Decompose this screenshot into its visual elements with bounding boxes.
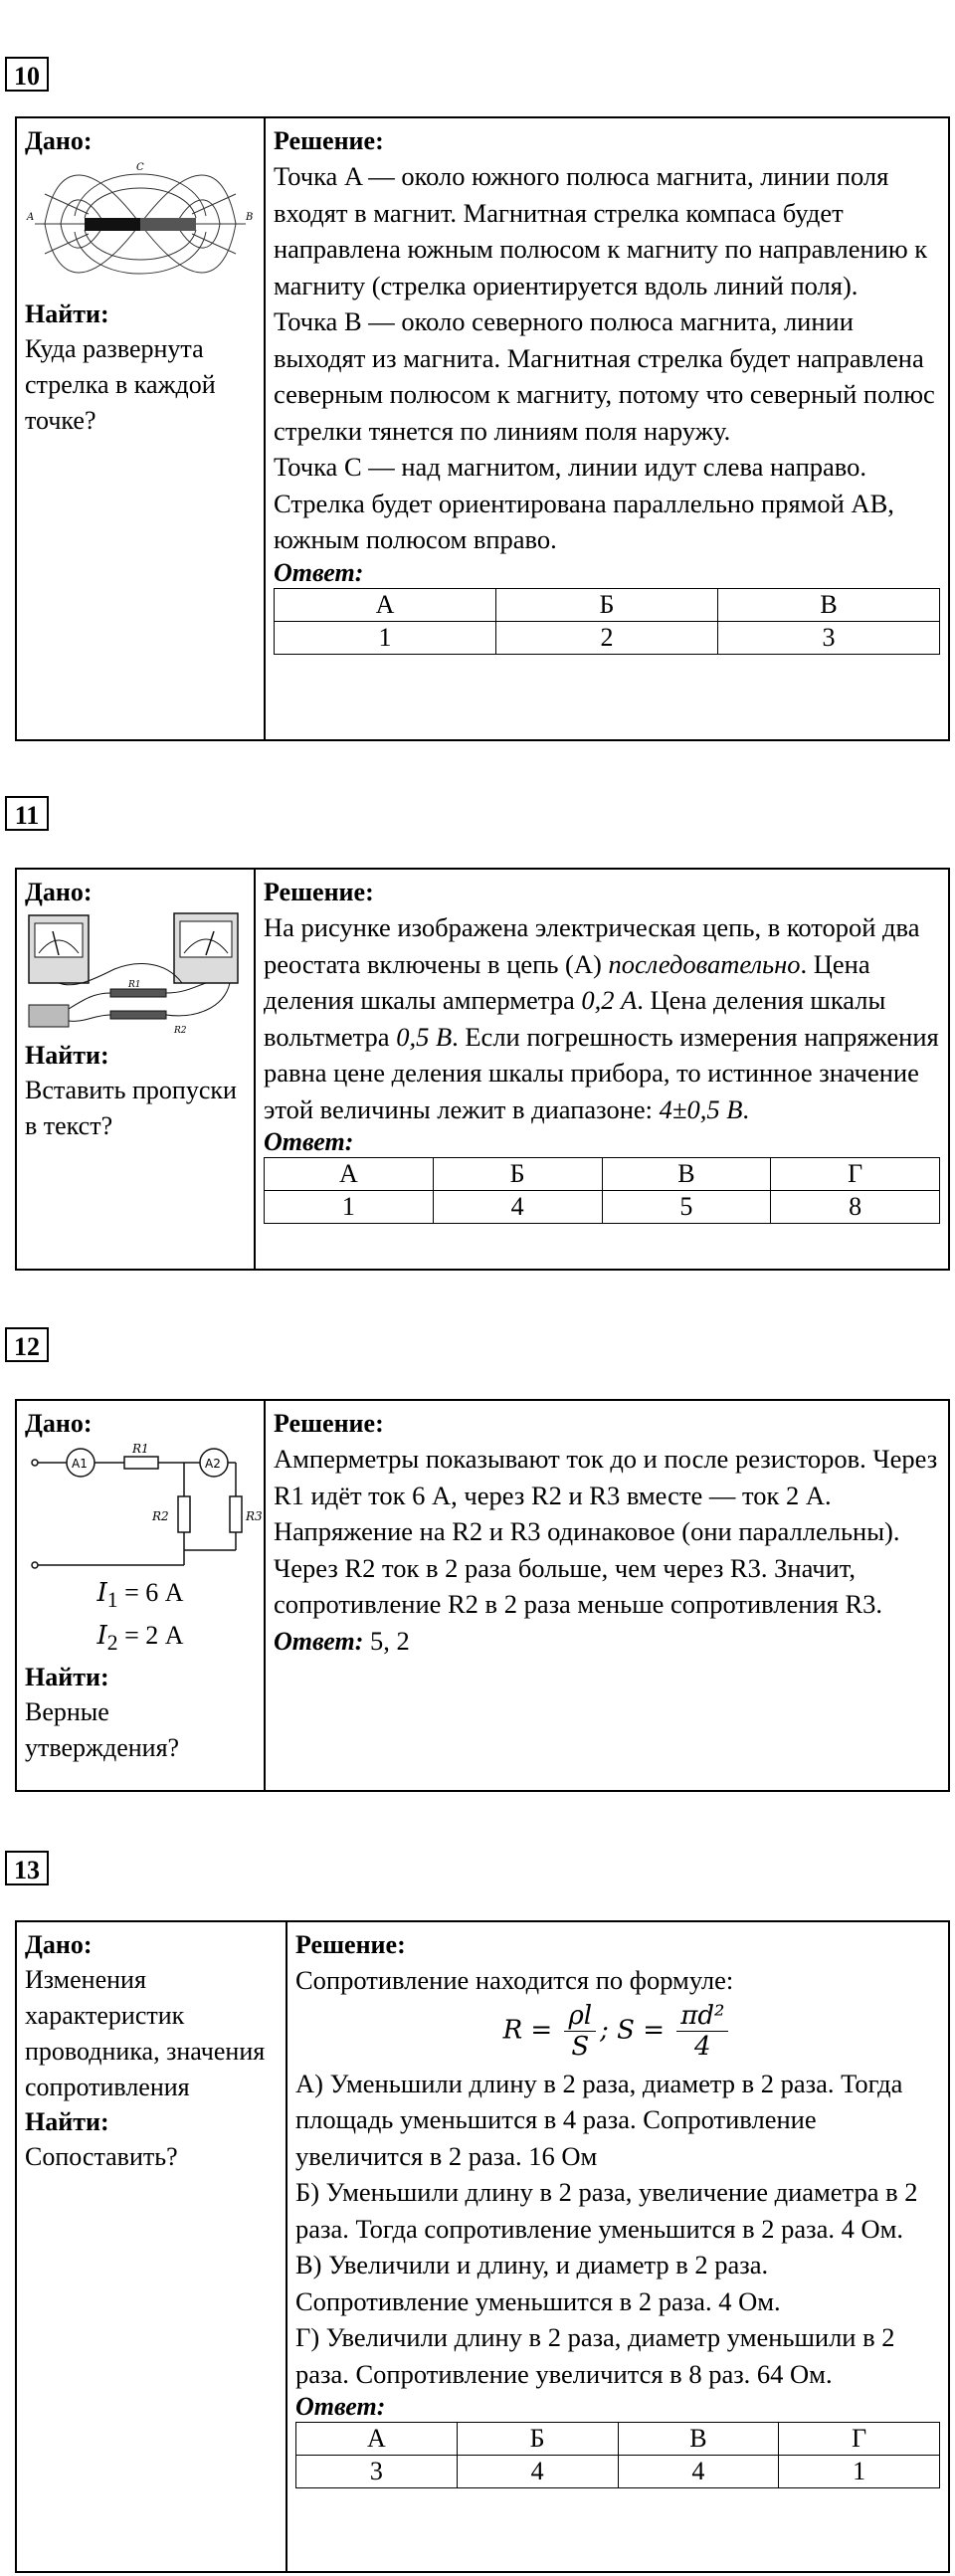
find-label: Найти: [25,2107,109,2136]
given-label: Дано: [25,126,93,155]
task-number-13: 13 [5,1851,49,1885]
task-13-given-cell [16,1921,286,2572]
answer-header: Б [433,1158,602,1191]
task-12-given-cell [16,1400,265,1791]
find-text: Верные утверждения? [25,1697,180,1763]
solution-label: Решение: [295,1930,406,1959]
r2-label: R2 [152,1509,169,1523]
point-c-label: C [136,162,144,173]
find-label: Найти: [25,1041,109,1070]
answer-label: Ответ: [274,1626,364,1656]
find-text: Куда развернута стрелка в каждой точке? [25,334,216,435]
current-value: = 2 А [117,1621,184,1651]
answer-value: 4 [457,2456,618,2488]
solution-paragraph [264,909,940,1127]
formula-intro: Сопротивление находится по формуле: [295,1965,734,1995]
solution-paragraph: А) Уменьшили длину в 2 раза, диаметр в 2 раза. Тогда площадь уменьшится в 4 раза. Сопротивление увеличится в 2 раза. 16 Ом [295,2068,903,2171]
find-text: Вставить пропуски в текст? [25,1076,237,1140]
blank-answer: последовательно [608,948,801,979]
solution-text: . Цена деления шкалы вольтметра [264,985,886,1052]
solution-paragraph: Точка C — над магнитом, линии идут слева направо. Стрелка будет ориентирована параллельно прямой AB, южным полюсом вправо. [274,452,894,554]
answer-value: 3 [718,621,940,654]
answer-header: А [275,588,496,621]
answer-value: 1 [779,2456,940,2488]
r2-label: R2 [174,1026,187,1036]
given-label: Дано: [25,878,93,906]
r3-label: R3 [246,1509,263,1523]
solution-label: Решение: [274,1409,384,1438]
given-label: Дано: [25,1930,93,1959]
r1-label: R1 [132,1442,149,1456]
answer-value: 4 [618,2456,779,2488]
task-10-solution-cell [265,117,949,740]
answer-value: 4 [433,1191,602,1224]
current-symbol: I [96,1578,107,1608]
solution-paragraph: Г) Увеличили длину в 2 раза, диаметр уменьшили в 2 раза. Сопротивление увеличится в 8 раз. 64 Ом. [295,2322,895,2389]
answer-line [274,1623,940,1660]
solution-text: . Если погрешность измерения напряжения равна цене деления шкалы прибора, то истинное значение этой величины лежит в диапазоне: [264,1021,939,1124]
find-label: Найти: [25,1663,109,1692]
current-subscript: 2 [106,1631,118,1656]
solution-text: На рисунке изображена электрическая цепь, в которой два реостата включены в цепь (А) [264,912,920,979]
answer-value: 3 [296,2456,458,2488]
answer-label: Ответ: [295,2392,386,2421]
answer-table [274,588,940,655]
solution-paragraph: В) Увеличили и длину, и диаметр в 2 раза. Сопротивление уменьшится в 2 раза. 4 Ом. [295,2250,781,2316]
given-current-1 [25,1575,256,1618]
task-10-table [15,116,950,741]
given-text: Изменения характеристик проводника, значения сопротивления [25,1965,266,2101]
solution-label: Решение: [264,878,374,906]
magnet-field-figure [25,158,256,297]
solution-paragraph: Точка A — около южного полюса магнита, линии поля входят в магнит. Магнитная стрелка компаса будет направлена южным полюсом к магниту по направлению к магниту (стрелка ориентируется вдоль линий поля). [274,161,928,300]
answer-header: А [296,2423,458,2456]
solution-paragraph: Напряжение на R2 и R3 одинаковое (они параллельны). Через R2 ток в 2 раза больше, чем через R3. Значит, сопротивление R2 в 2 раза меньше сопротивления R3. [274,1516,900,1619]
answer-label: Ответ: [274,557,364,587]
task-12-solution-cell [265,1400,949,1791]
task-12-table [15,1399,950,1792]
blank-answer: 4±0,5 В [659,1093,743,1124]
fraction-denominator: S [571,2031,590,2062]
solution-paragraph: Б) Уменьшили длину в 2 раза, увеличение диаметра в 2 раза. Тогда сопротивление уменьшится в 2 раза. 4 Ом. [295,2177,918,2244]
answer-header: Б [496,588,718,621]
answer-table [295,2422,940,2488]
answer-header: В [602,1158,771,1191]
given-current-2 [25,1618,256,1661]
a2-label: A2 [205,1457,221,1471]
given-label: Дано: [25,1409,93,1438]
blank-answer: 0,5 В [396,1021,453,1052]
answer-value: 8 [771,1191,940,1224]
task-13-solution-cell [286,1921,949,2572]
answer-value: 5 [602,1191,771,1224]
rheostat-circuit-figure [25,909,246,1039]
answer-label: Ответ: [264,1127,354,1156]
solution-paragraph: Амперметры показывают ток до и после резисторов. Через R1 идёт ток 6 А, через R2 и R3 вместе — ток 2 А. [274,1444,938,1510]
answer-header: Б [457,2423,618,2456]
fraction-denominator: 4 [694,2031,711,2062]
solution-text: . [742,1093,750,1124]
answer-value: 5, 2 [363,1625,410,1656]
task-13-table [15,1920,950,2573]
answer-value: 2 [496,621,718,654]
answer-header: В [618,2423,779,2456]
point-b-label: B [246,212,254,223]
point-a-label: A [27,212,35,223]
answer-header: Г [771,1158,940,1191]
blank-answer: 0,2 А [581,985,638,1015]
solution-label: Решение: [274,126,384,155]
answer-header: А [265,1158,434,1191]
fraction-numerator: πd² [676,2001,728,2032]
resistance-formula [295,2001,940,2062]
task-number-12: 12 [5,1327,49,1362]
answer-header: Г [779,2423,940,2456]
answer-header: В [718,588,940,621]
r1-label: R1 [128,980,141,990]
parallel-resistor-circuit [25,1441,263,1575]
answer-table [264,1157,940,1224]
task-10-given-cell [16,117,265,740]
formula-separator: ; S = [600,2015,673,2045]
task-11-given-cell [16,869,255,1270]
solution-paragraph: Точка B — около северного полюса магнита, линии выходят из магнита. Магнитная стрелка будет направлена северным полюсом к магниту, потому что северный полюс стрелки тянется по линиям поля наружу. [274,306,935,446]
fraction [676,2001,728,2062]
solution-text: . Цена деления шкалы амперметра [264,948,870,1015]
task-number-10: 10 [5,57,49,92]
fraction-numerator: ρl [564,2001,596,2032]
find-label: Найти: [25,299,109,328]
current-subscript: 1 [106,1588,118,1613]
task-number-11: 11 [5,796,49,831]
find-text: Сопоставить? [25,2142,178,2171]
answer-value: 1 [275,621,496,654]
fraction [564,2001,596,2062]
a1-label: A1 [72,1457,88,1471]
formula-r: R = [502,2015,561,2045]
task-11-table [15,868,950,1271]
task-11-solution-cell [255,869,949,1270]
answer-value: 1 [265,1191,434,1224]
current-value: = 6 А [117,1578,184,1607]
current-symbol: I [96,1621,107,1652]
